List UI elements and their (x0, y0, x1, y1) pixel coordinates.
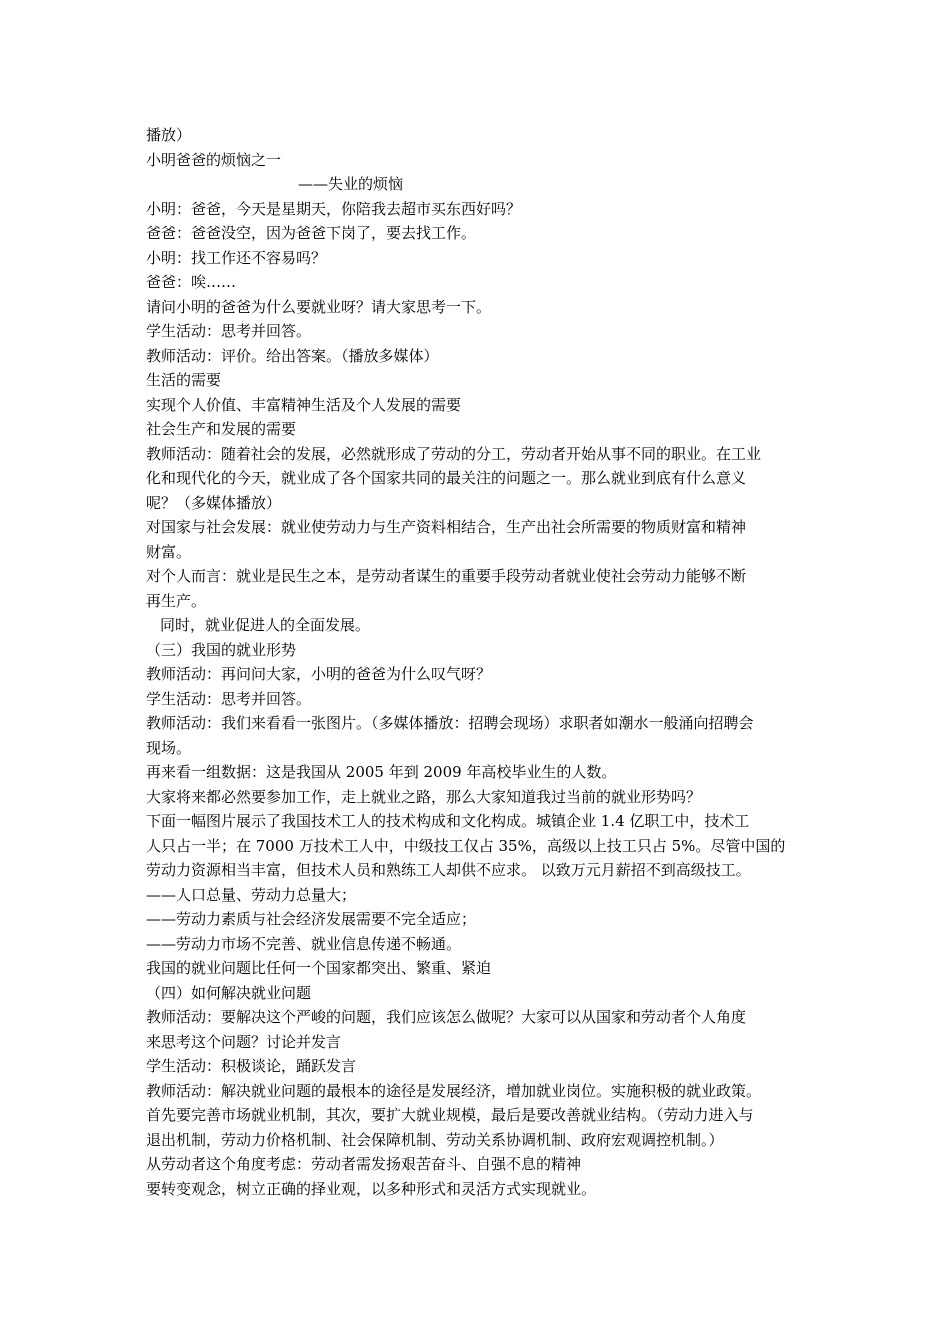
text-line: 要转变观念，树立正确的择业观，以多种形式和灵活方式实现就业。 (146, 1179, 597, 1198)
text-line: 人只占一半；在 7000 万技术工人中，中级技工仅占 35%，高级以上技工只占 5%。尽管中国的 (146, 836, 786, 855)
text-line: 教师活动：我们来看看一张图片。（多媒体播放：招聘会现场）求职者如潮水一般涌向招聘会 (146, 714, 754, 732)
text-line: 同时，就业促进人的全面发展。 (160, 616, 371, 634)
text-line: 教师活动：随着社会的发展，必然就形成了劳动的分工，劳动者开始从事不同的职业。在工业 (146, 444, 762, 463)
text-line: 小明：找工作还不容易吗？ (146, 248, 327, 267)
text-line: 下面一幅图片展示了我国技术工人的技术构成和文化构成。城镇企业 1.4 亿职工中，技术工 (146, 812, 750, 830)
text-line: 现场。 (146, 738, 192, 757)
text-line: 教师活动：要解决这个严峻的问题，我们应该怎么做呢？大家可以从国家和劳动者个人角度 (146, 1008, 747, 1026)
text-line: 从劳动者这个角度考虑：劳动者需发扬艰苦奋斗、自强不息的精神 (146, 1155, 582, 1173)
text-line: ——劳动力素质与社会经济发展需要不完全适应； (146, 910, 477, 928)
text-line: 对个人而言：就业是民生之本，是劳动者谋生的重要手段劳动者就业使社会劳动力能够不断 (146, 567, 747, 585)
section-heading: （三）我国的就业形势 (146, 640, 297, 659)
text-line: 再生产。 (146, 591, 207, 610)
text-line: 学生活动：积极谈论，踊跃发言 (146, 1057, 357, 1075)
text-line: 教师活动：评价。给出答案。（播放多媒体） (146, 346, 439, 365)
text-line: 财富。 (146, 542, 192, 561)
text-line: 学生活动：思考并回答。 (146, 689, 312, 708)
text-line: 退出机制，劳动力价格机制、社会保障机制、劳动关系协调机制、政府宏观调控机制。） (146, 1130, 724, 1149)
text-line: 来思考这个问题？讨论并发言 (146, 1032, 342, 1051)
text-line: ——劳动力市场不完善、就业信息传递不畅通。 (146, 934, 462, 953)
text-line: 爸爸：爸爸没空，因为爸爸下岗了，要去找工作。 (146, 224, 477, 242)
dialogue-subtitle: ——失业的烦恼 (298, 175, 404, 193)
text-line: 首先要完善市场就业机制，其次，要扩大就业规模，最后是要改善就业结构。（劳动力进入与 (146, 1106, 754, 1124)
text-line: 劳动力资源相当丰富，但技术人员和熟练工人却供不应求。 以致万元月薪招不到高级技工。 (146, 861, 751, 879)
text-line: 爸爸：唉…… (146, 273, 237, 291)
section-heading: （四）如何解决就业问题 (146, 983, 312, 1002)
text-line: 社会生产和发展的需要 (146, 420, 297, 438)
text-line: 呢？（多媒体播放） (146, 493, 282, 512)
text-line: 大家将来都必然要参加工作，走上就业之路，那么大家知道我过当前的就业形势吗？ (146, 787, 702, 806)
text-line: 再来看一组数据：这是我国从 2005 年到 2009 年高校毕业生的人数。 (146, 763, 617, 781)
text-line: 教师活动：解决就业问题的最根本的途径是发展经济，增加就业岗位。实施积极的就业政策。 (146, 1081, 762, 1100)
text-line: ——人口总量、劳动力总量大； (146, 885, 357, 904)
text-line: 化和现代化的今天，就业成了各个国家共同的最关注的问题之一。那么就业到底有什么意义 (146, 469, 747, 487)
text-line: 教师活动：再问问大家，小明的爸爸为什么叹气呀？ (146, 665, 492, 683)
text-line: 实现个人价值、丰富精神生活及个人发展的需要 (146, 395, 462, 414)
text-line: 对国家与社会发展：就业使劳动力与生产资料相结合，生产出社会所需要的物质财富和精神 (146, 518, 747, 536)
dialogue-title: 小明爸爸的烦恼之一 (146, 150, 282, 169)
text-line: 生活的需要 (146, 371, 222, 389)
text-line: 学生活动：思考并回答。 (146, 322, 312, 340)
text-line: 播放） (146, 126, 192, 144)
text-line: 请问小明的爸爸为什么要就业呀？请大家思考一下。 (146, 297, 492, 316)
text-line: 我国的就业问题比任何一个国家都突出、繁重、紧迫 (146, 959, 492, 977)
text-line: 小明：爸爸，今天是星期天，你陪我去超市买东西好吗？ (146, 199, 522, 218)
document-body (146, 123, 814, 1201)
